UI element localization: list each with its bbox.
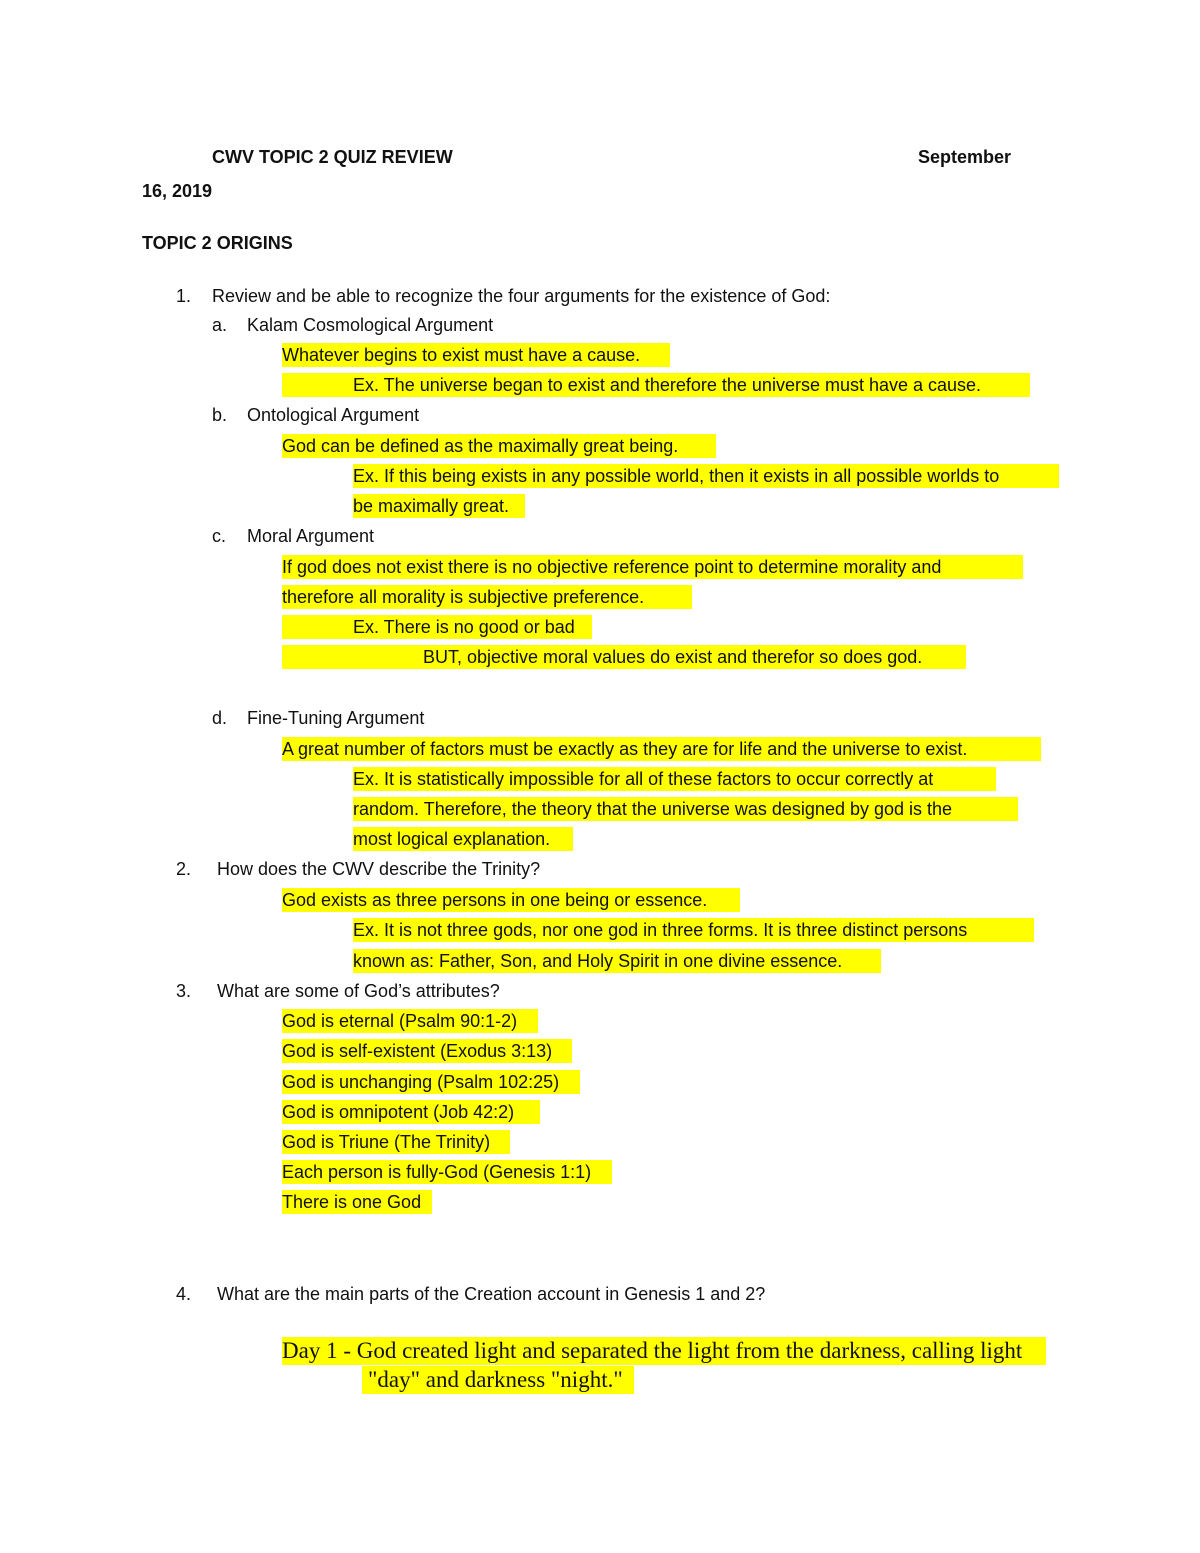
argument-label: Kalam Cosmological Argument: [247, 315, 494, 335]
sub-letter: a.: [212, 315, 228, 335]
answer-line: God exists as three persons in one being or essence.: [282, 888, 740, 912]
question-text: What are the main parts of the Creation account in Genesis 1 and 2?: [217, 1284, 766, 1304]
sub-letter: b.: [212, 405, 228, 425]
answer-line: therefore all morality is subjective preference.: [282, 585, 692, 609]
example-line: Ex. There is no good or bad: [282, 615, 592, 639]
question-text: How does the CWV describe the Trinity?: [217, 859, 541, 879]
argument-label: Ontological Argument: [247, 405, 420, 425]
answer-line: If god does not exist there is no objective reference point to determine morality and: [282, 555, 1023, 579]
sub-letter: d.: [212, 708, 228, 728]
section-title: TOPIC 2 ORIGINS: [142, 233, 293, 253]
document-title: CWV TOPIC 2 QUIZ REVIEW: [212, 147, 453, 167]
question-number: 2.: [176, 859, 192, 879]
attribute-line: God is unchanging (Psalm 102:25): [282, 1070, 580, 1094]
creation-day-line: Day 1 - God created light and separated the light from the darkness, calling light: [282, 1337, 1046, 1365]
creation-day-line: "day" and darkness "night.": [362, 1366, 634, 1394]
question-number: 1.: [176, 286, 192, 306]
example-line: Ex. If this being exists in any possible world, then it exists in all possible worlds to: [353, 464, 1059, 488]
sub-letter: c.: [212, 526, 227, 546]
attribute-line: Each person is fully-God (Genesis 1:1): [282, 1160, 612, 1184]
date-day-year: 16, 2019: [142, 181, 213, 201]
date-month: September: [918, 147, 1012, 167]
example-line: Ex. It is statistically impossible for all of these factors to occur correctly at: [353, 767, 996, 791]
example-line: be maximally great.: [353, 494, 525, 518]
example-line: most logical explanation.: [353, 827, 573, 851]
attribute-line: God is omnipotent (Job 42:2): [282, 1100, 540, 1124]
question-text: What are some of God’s attributes?: [217, 981, 500, 1001]
example-line: random. Therefore, the theory that the universe was designed by god is the: [353, 797, 1018, 821]
question-number: 4.: [176, 1284, 192, 1304]
example-line: known as: Father, Son, and Holy Spirit in one divine essence.: [353, 949, 881, 973]
argument-label: Fine-Tuning Argument: [247, 708, 425, 728]
answer-line: A great number of factors must be exactly as they are for life and the universe to exist.: [282, 737, 1041, 761]
answer-line: God can be defined as the maximally great being.: [282, 434, 716, 458]
question-text: Review and be able to recognize the four arguments for the existence of God:: [212, 286, 831, 306]
example-line: Ex. The universe began to exist and therefore the universe must have a cause.: [282, 373, 1030, 397]
answer-line: Whatever begins to exist must have a cause.: [282, 343, 670, 367]
argument-label: Moral Argument: [247, 526, 375, 546]
attribute-line: God is Triune (The Trinity): [282, 1130, 510, 1154]
attribute-line: God is self-existent (Exodus 3:13): [282, 1039, 572, 1063]
example-line: Ex. It is not three gods, nor one god in three forms. It is three distinct persons: [353, 918, 1034, 942]
attribute-line: There is one God: [282, 1190, 432, 1214]
question-number: 3.: [176, 981, 192, 1001]
attribute-line: God is eternal (Psalm 90:1-2): [282, 1009, 538, 1033]
example-line: BUT, objective moral values do exist and therefor so does god.: [282, 645, 966, 669]
